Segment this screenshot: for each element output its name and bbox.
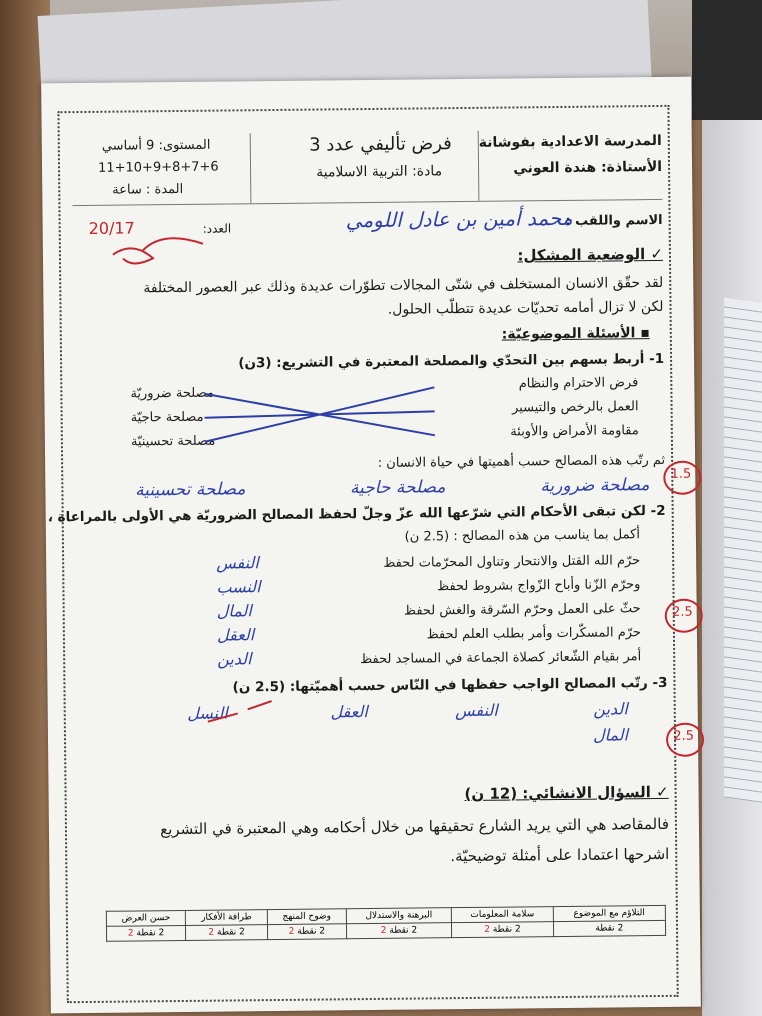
- criterion: طرافة الأفكار: [185, 910, 267, 926]
- points-value: 2 نقطة: [297, 926, 326, 937]
- grade-label: العدد:: [202, 221, 232, 236]
- scribble: [248, 701, 272, 709]
- scribble: [208, 713, 238, 721]
- classes: 11+10+9+8+7+6: [97, 159, 219, 176]
- situation-line1: لقد حقّق الانسان المستخلف في شتّى المجالات تطوّرات عديدة وذلك عبر العصور المختلفة: [143, 274, 664, 297]
- q1-right-item: مصلحة تحسينيّة: [130, 433, 216, 450]
- awarded-mark: 2: [127, 928, 134, 939]
- q2-row: حرّم المسكّرات وأمر بطلب العلم لحفظ: [426, 625, 642, 643]
- exam-title: فرض تأليفي عدد 3: [309, 133, 452, 156]
- q1-rank-answer: مصلحة تحسينية: [134, 479, 246, 501]
- q1-left-item: مقاومة الأمراض والأوبئة: [510, 423, 639, 440]
- level: المستوى: 9 أساسي: [101, 137, 211, 154]
- ruler: [724, 297, 762, 802]
- exam-sheet: [41, 77, 701, 1014]
- teacher-name: الأستاذة: هندة العوني: [513, 158, 663, 177]
- scribble: [113, 248, 153, 264]
- awarded-mark: 2: [380, 925, 387, 936]
- q1-rank-prompt: ثم رتّب هذه المصالح حسب أهميتها في حياة الانسان :: [377, 452, 666, 471]
- q1-mark: 1.5: [670, 466, 692, 482]
- criterion: وضوح المنهج: [267, 909, 346, 925]
- q2-answer: الدين: [217, 649, 252, 669]
- q2-row: وحرّم الزّنا وأباح الزّواج بشروط لحفظ: [436, 577, 641, 595]
- school-name: المدرسة الاعدادية بفوشانة: [478, 132, 662, 151]
- q3-prompt: 3- رتّب المصالح الواجب حفظها في النّاس حسب أهميّتها: (2.5 ن): [232, 674, 668, 696]
- q2-row: أمر بقيام الشّعائر كصلاة الجماعة في المساجد لحفظ: [360, 649, 642, 668]
- scribble: [143, 238, 203, 250]
- q2-row: حرّم الله القتل والانتحار وتناول المحرّمات لحفظ: [383, 553, 641, 571]
- q3-answer: الدين: [593, 699, 628, 719]
- q2-answer: النسب: [216, 577, 261, 597]
- q1-right-item: مصلحة حاجيّة: [130, 409, 204, 426]
- q2-prompt: 2- لكن تبقى الأحكام التي شرّعها الله عزّ وجلّ لحفظ المصالح الضروريّة هي الأولى بالمراعاة ،: [47, 502, 666, 526]
- criterion: البرهنة والاستدلال: [346, 908, 452, 924]
- q1-right-item: مصلحة ضروريّة: [130, 385, 214, 402]
- red-scribbles: [113, 237, 272, 722]
- awarded-mark: 2: [484, 924, 491, 935]
- q3-answer: العقل: [330, 702, 368, 722]
- situation-line2: لكن لا تزال أمامه تحديّات عديدة تتطلّب الحلول.: [387, 298, 664, 318]
- criterion: سلامة المعلومات: [452, 907, 554, 923]
- q2-answer: المال: [216, 601, 252, 621]
- points-value: 2 نقطة: [492, 924, 521, 935]
- q3-answer: النفس: [454, 700, 498, 721]
- q1-rank-answer: مصلحة ضرورية: [540, 475, 650, 497]
- name-value: محمد أمين بن عادل اللومي: [345, 205, 573, 233]
- criterion: حسن العرض: [106, 910, 185, 926]
- q2-answer: العقل: [216, 625, 255, 645]
- grade-value: 20/17: [88, 218, 135, 238]
- q1-left-item: العمل بالرخص والتيسير: [511, 399, 639, 416]
- q1-arrows: [204, 387, 435, 441]
- duration: المدة : ساعة: [112, 181, 184, 198]
- essay-line2: اشرحها اعتمادا على أمثلة توضيحيّة.: [450, 844, 670, 866]
- pen-marks: [41, 77, 701, 1014]
- q1-prompt: 1- أربط بسهم بين التحدّي والمصلحة المعتبرة في التشريع: (3ن): [238, 350, 665, 372]
- subject: مادة: التربية الاسلامية: [316, 163, 443, 181]
- essay-heading: ✓ السؤال الانشائي: (12 ن): [464, 782, 669, 804]
- q1-rank-answer: مصلحة حاجية: [349, 477, 446, 499]
- points-value: 2 نقطة: [595, 923, 624, 934]
- q2-mark: 2.5: [671, 604, 693, 620]
- arrow-line: [204, 387, 435, 441]
- points-value: 2 نقطة: [216, 927, 245, 938]
- situation-heading: ✓ الوضعية المشكل:: [517, 244, 664, 265]
- points-value: 2 نقطة: [136, 928, 165, 939]
- q2-answer: النفس: [216, 553, 259, 573]
- q3-answer: المال: [592, 725, 629, 745]
- q2-sub: أكمل بما يناسب من هذه المصالح : (2.5 ن): [404, 527, 640, 545]
- essay-line1: فالمقاصد هي التي يريد الشارع تحقيقها من خلال أحكامه وهي المعتبرة في التشريع: [160, 814, 670, 839]
- objective-heading: ▪ الأسئلة الموضوعيّة:: [501, 325, 650, 343]
- awarded-mark: 2: [288, 926, 295, 937]
- name-label: الاسم واللقب :: [565, 212, 663, 229]
- criterion: التلاؤم مع الموضوع: [553, 905, 666, 921]
- q1-left-item: فرض الاحترام والنظام: [518, 375, 639, 392]
- dark-object: [692, 0, 762, 120]
- q2-row: حثّ على العمل وحرّم السّرقة والغش لحفظ: [403, 601, 641, 619]
- q3-answer: النسل: [187, 703, 228, 723]
- q3-mark: 2.5: [673, 728, 695, 744]
- points-value: 2 نقطة: [389, 925, 418, 936]
- awarded-mark: 2: [208, 927, 215, 938]
